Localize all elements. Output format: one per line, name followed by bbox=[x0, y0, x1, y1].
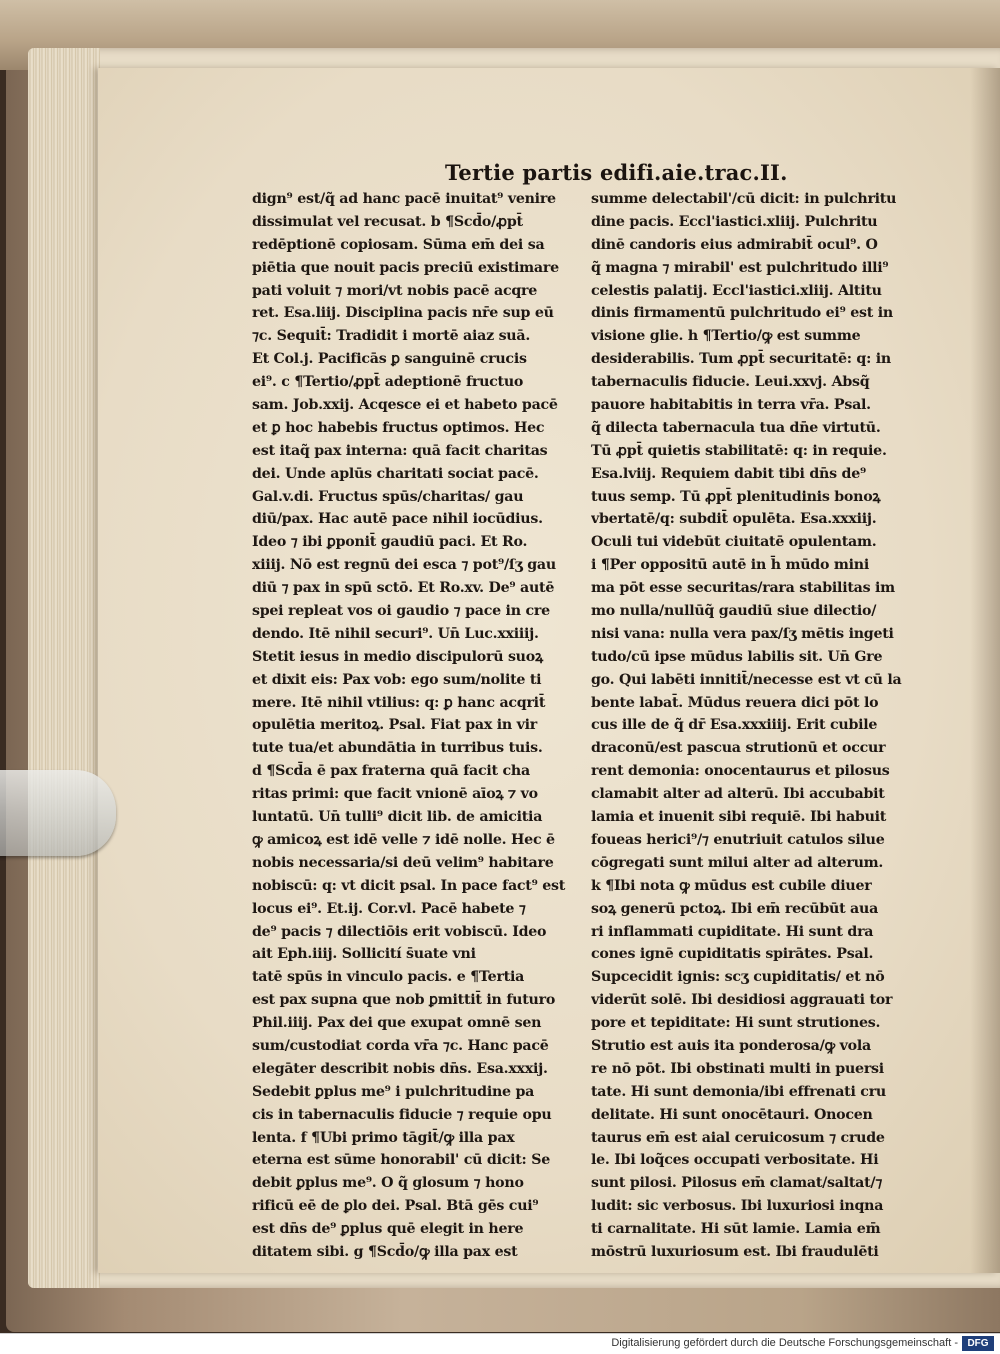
text-line: Esa.lviij. Requiem dabit tibi dn̄s de⁹ bbox=[591, 465, 866, 482]
left-text-column bbox=[252, 188, 582, 1264]
text-line: spei repleat vos oi gaudio ⁊ pace in cre bbox=[252, 603, 550, 620]
text-line: lenta. f ¶Ubi primo tāgit̄/ꝙ illa pax bbox=[252, 1129, 515, 1146]
text-line: ritas primi: que facit vnionē aīoꝝ ⁊ vo bbox=[252, 786, 538, 803]
running-head: Tertie partis edifi.aie.trac.II. bbox=[445, 160, 788, 185]
text-line: nobiscū: q: vt dicit psal. In pace fact⁹ est bbox=[252, 877, 566, 894]
text-line: dissimulat vel recusat. b ¶Scd̄o/ꝓpt̄ bbox=[252, 213, 523, 230]
text-line: est dn̄s de⁹ ꝑplus quē elegit in here bbox=[252, 1221, 524, 1238]
text-line: sunt pilosi. Pilosus em̄ clamat/saltat/⁊ bbox=[591, 1175, 883, 1192]
text-line: d ¶Scd̄a ē pax fraterna quā facit cha bbox=[252, 763, 530, 780]
text-line: go. Qui labēti innitit̄/necesse est vt cū la bbox=[591, 671, 902, 688]
text-line: ⁊c. Sequit̄: Tradidit i mortē aiaz suā. bbox=[252, 328, 531, 345]
text-line: nisi vana: nulla vera pax/ſʒ mētis ingeti bbox=[591, 625, 894, 642]
text-line: soꝝ generū pctoꝝ. Ibi em̄ recūbūt aua bbox=[591, 900, 879, 917]
text-line: clamabit alter ad alterū. Ibi accubabit bbox=[591, 786, 885, 803]
text-line: pore et tepiditate: Hi sunt strutiones. bbox=[591, 1015, 881, 1032]
text-line: Oculi tui videbūt ciuitatē opulentam. bbox=[591, 534, 877, 551]
text-line: dei. Unde aplūs charitati sociat pacē. bbox=[252, 465, 539, 482]
text-line: mo nulla/nullūq̃ gaudiū siue dilectio/ bbox=[591, 603, 877, 620]
text-line: sam. Job.xxij. Acqesce ei et habeto pacē bbox=[252, 397, 558, 414]
text-line: luntatū. Un̄ tulli⁹ dicit lib. de amicitia bbox=[252, 809, 543, 826]
text-line: diū/pax. Hac autē pace nihil iocūdius. bbox=[252, 511, 543, 528]
text-line: delitate. Hi sunt onocētauri. Onocen bbox=[591, 1106, 873, 1123]
text-line: Strutio est auis ita ponderosa/ꝙ vola bbox=[591, 1037, 871, 1054]
text-line: ti carnalitate. Hi sūt lamie. Lamia em̄ bbox=[591, 1221, 881, 1238]
text-line: vbertatē/q: subdit̄ opulēta. Esa.xxxiij. bbox=[591, 511, 877, 528]
text-line: Phil.iiij. Pax dei que exupat omnē sen bbox=[252, 1015, 542, 1032]
text-line: opulētia meritoꝝ. Psal. Fiat pax in vir bbox=[252, 717, 537, 734]
text-line: dinis firmamentū pulchritudo ei⁹ est in bbox=[591, 305, 893, 322]
text-line: dine pacis. Eccl'iastici.xliij. Pulchritu bbox=[591, 213, 878, 230]
text-line: cones ignē cupiditatis spirātes. Psal. bbox=[591, 946, 874, 963]
page-holder-clip bbox=[0, 770, 116, 856]
text-line: est itaq̃ pax interna: quā facit charitas bbox=[252, 442, 548, 459]
text-line: Sedebit ꝑplus me⁹ i pulchritudine pa bbox=[252, 1083, 535, 1100]
text-line: rificū eē de ꝑlo dei. Psal. Btā gēs cui⁹ bbox=[252, 1198, 539, 1215]
text-line: tudo/cū ipse mūdus labilis sit. Un̄ Gre bbox=[591, 648, 883, 665]
digitization-footer bbox=[0, 1333, 1000, 1354]
text-line: draconū/est pascua strutionū et occur bbox=[591, 740, 886, 757]
text-line: ditatem sibi. g ¶Scd̄o/ꝙ illa pax est bbox=[252, 1243, 518, 1260]
text-line: tute tua/et abundātia in turribus tuis. bbox=[252, 740, 543, 757]
text-line: q̃ dilecta tabernacula tua dn̄e virtutū. bbox=[591, 419, 881, 436]
text-line: re nō pōt. Ibi obstinati multi in puersi bbox=[591, 1060, 884, 1077]
text-line: tatē spūs in vinculo pacis. e ¶Tertia bbox=[252, 969, 525, 986]
text-line: xiiij. Nō est regnū dei esca ⁊ pot⁹/ſʒ gau bbox=[252, 557, 556, 574]
text-line: locus ei⁹. Et.ij. Cor.vl. Pacē habete ⁊ bbox=[252, 900, 526, 917]
text-line: taurus em̄ est aial ceruicosum ⁊ crude bbox=[591, 1129, 885, 1146]
text-line: Et Col.j. Pacificās ꝑ sanguinē crucis bbox=[252, 351, 527, 368]
text-line: dendo. Itē nihil securi⁹. Un̄ Luc.xxiiij. bbox=[252, 625, 539, 642]
text-line: celestis palatij. Eccl'iastici.xliij. Altitu bbox=[591, 282, 882, 299]
text-line: et dixit eis: Pax vob: ego sum/nolite ti bbox=[252, 671, 542, 688]
text-line: ludit: sic verbosus. Ibi luxuriosi inqna bbox=[591, 1198, 884, 1215]
dfg-logo-icon: DFG bbox=[962, 1336, 994, 1351]
text-line: ret. Esa.liij. Disciplina pacis nr̄e sup eū bbox=[252, 305, 554, 322]
text-line: visione glie. h ¶Tertio/ꝙ est summe bbox=[591, 328, 861, 345]
text-line: tate. Hi sunt demonia/ibi effrenati cru bbox=[591, 1083, 886, 1100]
text-line: summe delectabil'/cū dicit: in pulchritu bbox=[591, 191, 897, 207]
text-line: est pax supna que nob ꝑmittit̄ in futuro bbox=[252, 992, 556, 1009]
text-line: debit ꝑplus me⁹. O q̃ glosum ⁊ hono bbox=[252, 1175, 524, 1192]
page-gutter-shadow bbox=[970, 68, 1000, 1273]
right-text-column bbox=[591, 188, 916, 1264]
text-line: bente labat̄. Mūdus reuera dici pōt lo bbox=[591, 694, 879, 711]
text-line: rent demonia: onocentaurus et pilosus bbox=[591, 763, 890, 780]
text-line: mōstrū luxuriosum est. Ibi fraudulēti bbox=[591, 1243, 879, 1260]
text-line: desiderabilis. Tum ꝓpt̄ securitatē: q: in bbox=[591, 351, 891, 368]
text-line: ei⁹. c ¶Tertio/ꝓpt̄ adeptionē fructuo bbox=[252, 374, 524, 391]
text-line: le. Ibi loq̃ces occupati verbositate. Hi bbox=[591, 1152, 879, 1169]
text-line: elegāter describit nobis dn̄s. Esa.xxxij. bbox=[252, 1060, 548, 1077]
text-line: k ¶Ibi nota ꝙ mūdus est cubile diuer bbox=[591, 877, 872, 894]
text-line: Gal.v.di. Fructus spūs/charitas/ gau bbox=[252, 488, 524, 505]
text-line: viderūt solē. Ibi desidiosi aggrauati tor bbox=[591, 992, 893, 1009]
text-line: ait Eph.iiij. Sollicití s̄uate vni bbox=[252, 946, 476, 963]
text-line: Tū ꝓpt̄ quietis stabilitatē: q: in requie. bbox=[591, 442, 887, 459]
text-line: Stetit iesus in medio discipulorū suoꝝ bbox=[252, 648, 543, 665]
text-line: sum/custodiat corda vr̄a ⁊c. Hanc pacē bbox=[252, 1037, 549, 1054]
text-line: nobis necessaria/si deū velim⁹ habitare bbox=[252, 854, 554, 871]
text-line: mere. Itē nihil vtilius: q: ꝑ hanc acqrit̄ bbox=[252, 694, 546, 711]
text-line: dinē candoris eius admirabit̄ ocul⁹. O bbox=[591, 236, 878, 253]
text-line: ma pōt esse securitas/rara stabilitas im bbox=[591, 580, 895, 597]
text-line: ꝙ amicoꝝ est idē velle ⁊ idē nolle. Hec ē bbox=[252, 831, 555, 848]
text-line: lamia et inuenit sibi requiē. Ibi habuit bbox=[591, 809, 887, 826]
text-line: tabernaculis fiducie. Leui.xxvj. Absq̃ bbox=[591, 374, 870, 391]
text-line: tuus semp. Tū ꝓpt̄ plenitudinis bonoꝝ bbox=[591, 488, 881, 505]
text-line: cus ille de q̃ dr̄ Esa.xxxiiij. Erit cubile bbox=[591, 717, 878, 734]
text-line: foueas herici⁹/⁊ enutriuit catulos silue bbox=[591, 831, 885, 848]
text-line: redēptionē copiosam. Sūma em̄ dei sa bbox=[252, 236, 545, 253]
text-line: dign⁹ est/q̃ ad hanc pacē inuitat⁹ venire bbox=[252, 191, 556, 207]
text-line: et ꝑ hoc habebis fructus optimos. Hec bbox=[252, 419, 545, 436]
text-line: eterna est sūme honorabil' cū dicit: Se bbox=[252, 1152, 551, 1169]
text-line: pauore habitabitis in terra vr̄a. Psal. bbox=[591, 397, 871, 414]
text-line: i ¶Per oppositū autē in h̄ mūdo mini bbox=[591, 557, 869, 574]
text-line: cis in tabernaculis fiducie ⁊ requie opu bbox=[252, 1106, 552, 1123]
text-line: piētia que nouit pacis preciū existimare bbox=[252, 259, 559, 276]
text-line: Ideo ⁊ ibi ꝑponit̄ gaudiū paci. Et Ro. bbox=[252, 534, 528, 551]
text-line: pati voluit ⁊ mori/vt nobis pacē acqre bbox=[252, 282, 538, 299]
text-line: diū ⁊ pax in spū sctō. Et Ro.xv. De⁹ autē bbox=[252, 580, 555, 597]
text-line: cōgregati sunt milui alter ad alterum. bbox=[591, 854, 884, 871]
text-line: q̃ magna ⁊ mirabil' est pulchritudo illi⁹ bbox=[591, 259, 889, 276]
text-line: de⁹ pacis ⁊ dilectiōis erit vobiscū. Ideo bbox=[252, 923, 547, 940]
footer-credit-text: Digitalisierung gefördert durch die Deutsche Forschungsgemeinschaft - bbox=[611, 1337, 958, 1349]
text-line: ri inflammati cupiditate. Hi sunt dra bbox=[591, 923, 874, 940]
text-line: Supcecidit ignis: scʒ cupiditatis/ et nō bbox=[591, 969, 885, 986]
